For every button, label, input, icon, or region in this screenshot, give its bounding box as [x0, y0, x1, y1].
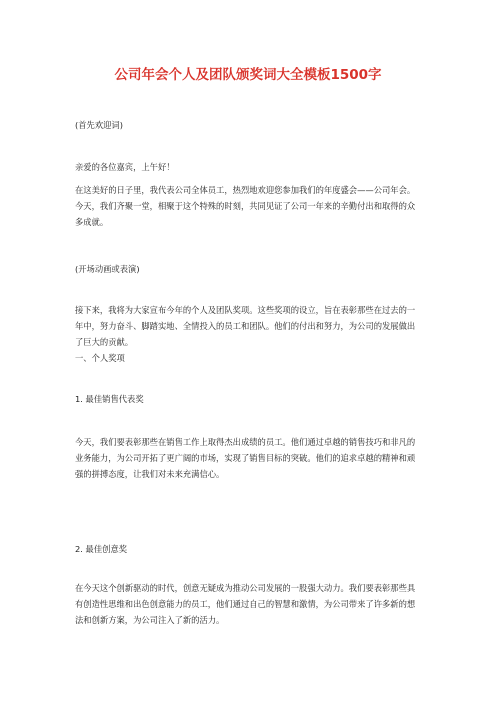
award-2-paragraph: 在今天这个创新驱动的时代，创意无疑成为推动公司发展的一股强大动力。我们要表彰那些具有创造性思维和出色创意能力的员工，他们通过自己的智慧和激情，为公司带来了许多新的想法和创新方案，为公司注入了新的活力。: [75, 583, 416, 625]
awards-intro-paragraph: 接下来，我将为大家宣布今年的个人及团队奖项。这些奖项的设立，旨在表彰那些在过去的一年中，努力奋斗、脚踏实地、全情投入的员工和团队。他们的付出和努力，为公司的发展做出了巨大的贡献。: [75, 305, 416, 347]
award-2-heading: 2. 最佳创意奖: [75, 544, 128, 554]
note-atmosphere: (开场动画或表演): [75, 264, 140, 274]
award-1-paragraph: 今天，我们要表彰那些在销售工作上取得杰出成绩的员工。他们通过卓越的销售技巧和非凡的业务能力，为公司开拓了更广阔的市场，实现了销售目标的突破。他们的追求卓越的精神和顽强的拼搏态度，让我们对未来充满信心。: [75, 437, 416, 479]
document-title: 公司年会个人及团队颁奖词大全模板1500字: [114, 67, 382, 83]
note-opening: (首先欢迎词): [75, 120, 123, 130]
intro-paragraph: 在这美好的日子里，我代表公司全体员工，热烈地欢迎您参加我们的年度盛会——公司年会。今天，我们齐聚一堂，相聚于这个特殊的时刻，共同见证了公司一年来的辛勤付出和取得的众多成就。: [75, 185, 416, 227]
greeting-line: 亲爱的各位嘉宾，上午好！: [75, 162, 175, 172]
section-heading-individual: 一、个人奖项: [75, 353, 125, 363]
award-1-heading: 1. 最佳销售代表奖: [75, 394, 144, 404]
